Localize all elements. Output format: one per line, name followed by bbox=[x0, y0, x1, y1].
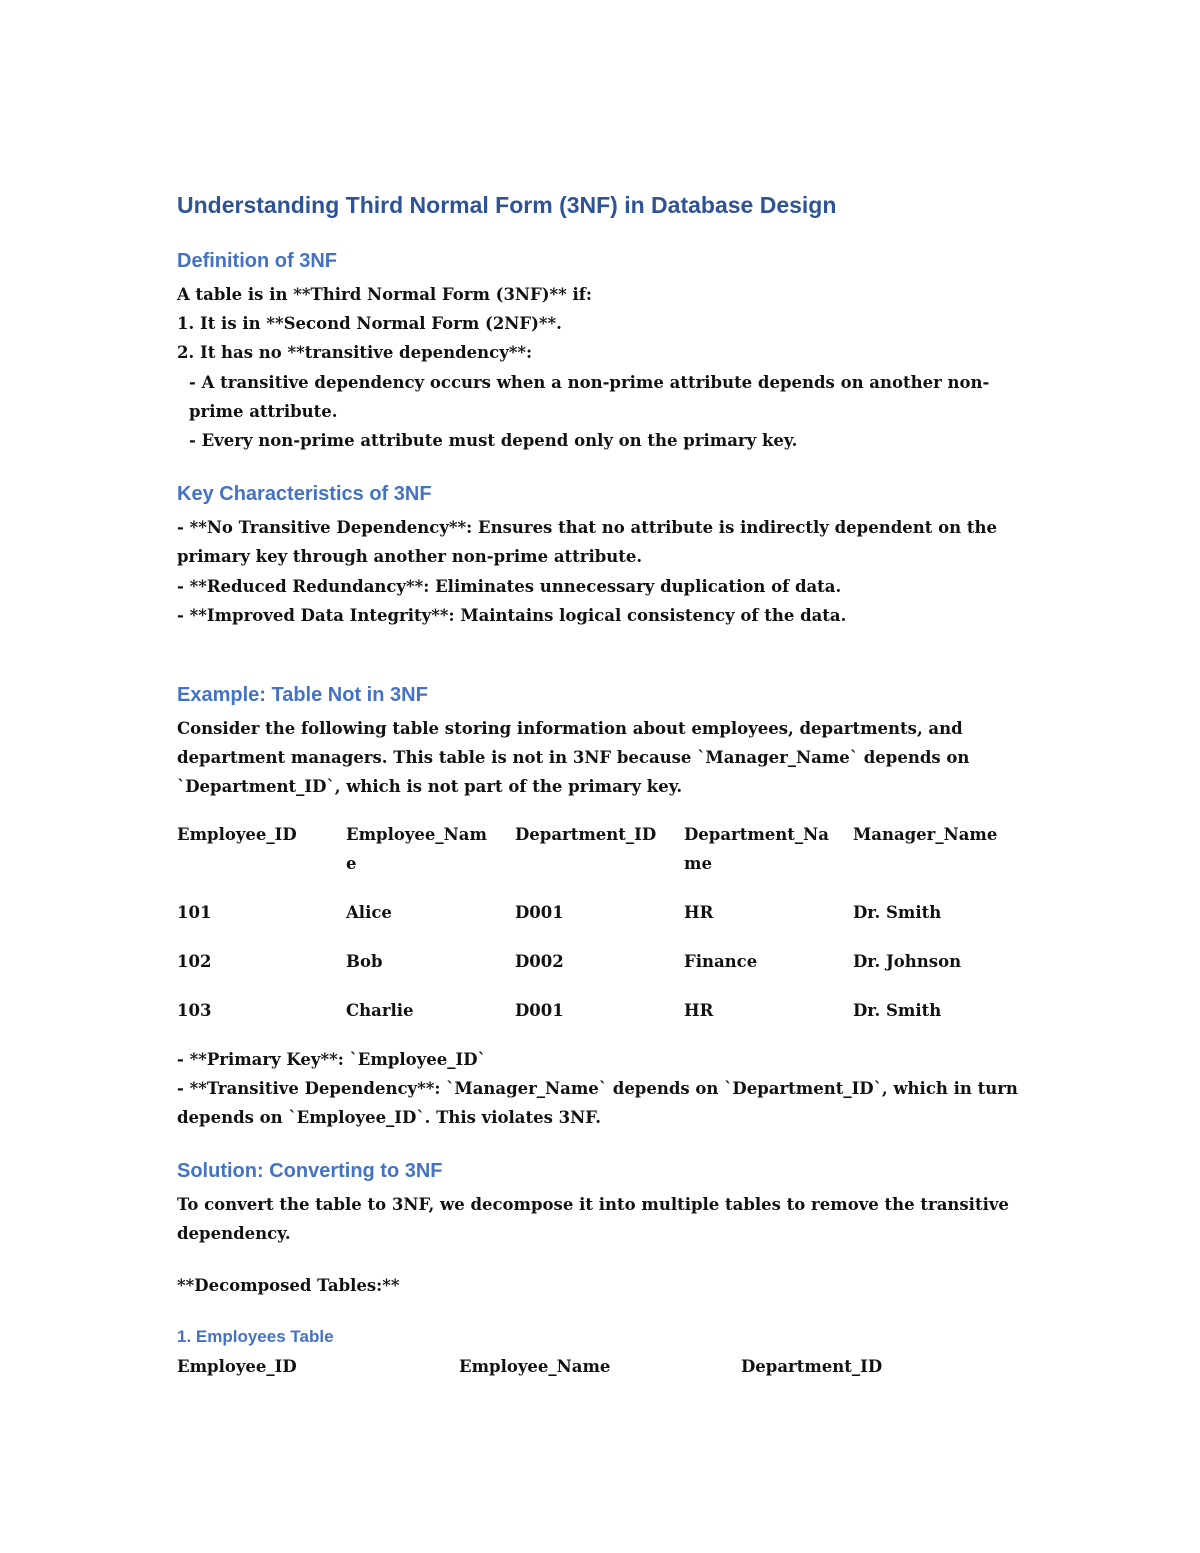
table-row bbox=[177, 898, 1022, 947]
example-intro: Consider the following table storing information about employees, departments, and department managers. This table is not in 3NF because `Manager_Name` depends on `Department_ID`, which is not part of the primary key. bbox=[177, 719, 970, 797]
definition-subpoint: - Every non-prime attribute must depend only on the primary key. bbox=[189, 431, 798, 451]
characteristic-item: - **Improved Data Integrity**: Maintains logical consistency of the data. bbox=[177, 605, 847, 625]
example-table bbox=[177, 820, 1022, 1045]
table-header-cell: Manager_Name bbox=[853, 824, 998, 844]
table-cell: HR bbox=[684, 902, 714, 922]
page-title: Understanding Third Normal Form (3NF) in Database Design bbox=[177, 192, 837, 218]
table-cell: 101 bbox=[177, 902, 212, 922]
table-header-row bbox=[177, 820, 1022, 898]
table-header-cell: Employee_Name bbox=[459, 1356, 611, 1376]
decomposed-label: **Decomposed Tables:** bbox=[177, 1275, 400, 1295]
solution-heading: Solution: Converting to 3NF bbox=[177, 1160, 443, 1183]
definition-line: 2. It has no **transitive dependency**: bbox=[177, 343, 533, 363]
table-cell: Finance bbox=[684, 951, 758, 971]
table-header-cell: Department_Name bbox=[684, 824, 829, 873]
table-header-cell: Employee_ID bbox=[177, 824, 297, 844]
definition-subpoint: - A transitive dependency occurs when a non-prime attribute depends on another non-prime attribute. bbox=[189, 372, 990, 421]
table-header-row bbox=[177, 1352, 1023, 1381]
table-cell: Dr. Johnson bbox=[853, 951, 962, 971]
employees-table bbox=[177, 1352, 1023, 1381]
example-note: - **Primary Key**: `Employee_ID` bbox=[177, 1049, 486, 1069]
document-page bbox=[177, 188, 1037, 1381]
example-heading: Example: Table Not in 3NF bbox=[177, 684, 428, 707]
employees-table-heading: 1. Employees Table bbox=[177, 1326, 334, 1346]
characteristic-item: - **No Transitive Dependency**: Ensures that no attribute is indirectly dependent on the primary key through another non-prime attribute. bbox=[177, 518, 997, 567]
example-note: - **Transitive Dependency**: `Manager_Name` depends on `Department_ID`, which in turn depends on `Employee_ID`. This violates 3NF. bbox=[177, 1078, 1018, 1128]
table-cell: Charlie bbox=[346, 1000, 414, 1020]
table-cell: Bob bbox=[346, 951, 383, 971]
characteristic-item: - **Reduced Redundancy**: Eliminates unnecessary duplication of data. bbox=[177, 576, 842, 596]
table-cell: D002 bbox=[515, 951, 564, 971]
table-cell: D001 bbox=[515, 902, 564, 922]
definition-line: A table is in **Third Normal Form (3NF)** if: bbox=[177, 285, 592, 304]
table-header-cell: Department_ID bbox=[515, 824, 657, 844]
table-header-cell: Department_ID bbox=[741, 1356, 883, 1376]
table-header-cell: Employee_ID bbox=[177, 1356, 297, 1376]
table-row bbox=[177, 996, 1022, 1045]
table-cell: HR bbox=[684, 1000, 714, 1020]
definition-line: 1. It is in **Second Normal Form (2NF)**. bbox=[177, 314, 562, 334]
table-cell: Dr. Smith bbox=[853, 1000, 942, 1020]
characteristics-heading: Key Characteristics of 3NF bbox=[177, 483, 432, 506]
table-row bbox=[177, 947, 1022, 996]
table-cell: 102 bbox=[177, 951, 212, 971]
table-cell: D001 bbox=[515, 1000, 564, 1020]
table-cell: Alice bbox=[346, 902, 392, 922]
solution-intro: To convert the table to 3NF, we decompose it into multiple tables to remove the transitive dependency. bbox=[177, 1195, 1009, 1244]
table-header-cell: Employee_Name bbox=[346, 824, 487, 873]
definition-heading: Definition of 3NF bbox=[177, 250, 337, 272]
table-cell: Dr. Smith bbox=[853, 902, 942, 922]
table-cell: 103 bbox=[177, 1000, 212, 1020]
